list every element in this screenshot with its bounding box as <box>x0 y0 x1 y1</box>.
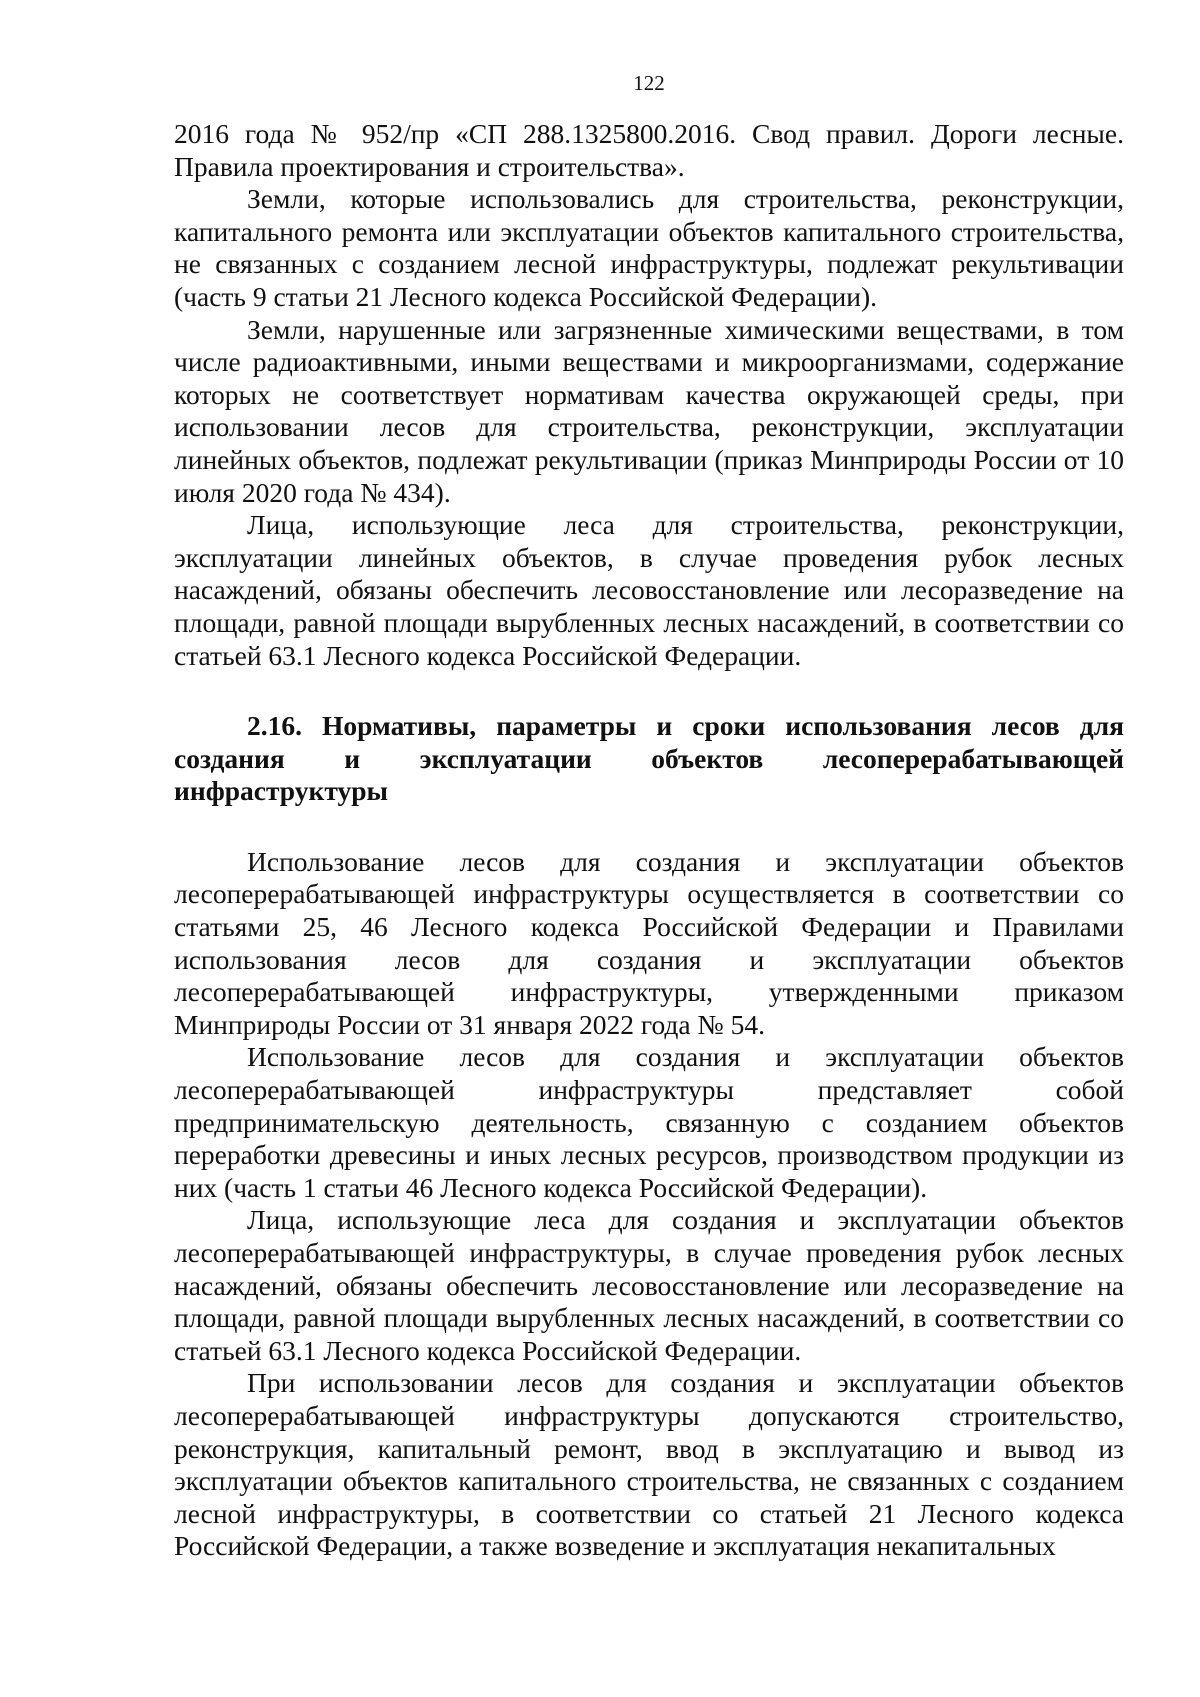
page-number: 122 <box>633 71 665 95</box>
paragraph: Использование лесов для создания и эксплуатации объектов лесоперерабатывающей инфраструктуры осуществляется в соответствии со статьями 25, 46 Лесного кодекса Российской Федерации и Правилами использования лесов для создания и эксплуатации объектов лесоперерабатывающей инфраструктуры, утвержденными приказом Минприроды России от 31 января 2022 года № 54. <box>174 845 1124 1040</box>
paragraph: Использование лесов для создания и эксплуатации объектов лесоперерабатывающей инфраструктуры представляет собой предпринимательскую деятельность, связанную с созданием объектов переработки древесины и иных лесных ресурсов, производством продукции из них (часть 1 статьи 46 Лесного кодекса Российской Федерации). <box>174 1041 1124 1203</box>
paragraph: Земли, нарушенные или загрязненные химическими веществами, в том числе радиоактивными, иными веществами и микроорганизмами, содержание которых не соответствует нормативам качества окружающей среды, при использовании лесов для строительства, реконструкции, эксплуатации линейных объектов, подлежат рекультивации (приказ Минприроды России от 10 июля 2020 года № 434). <box>174 313 1124 508</box>
paragraph: Земли, которые использовались для строительства, реконструкции, капитального ремонта или эксплуатации объектов капитального строительства, не связанных с созданием лесной инфраструктуры, подлежат рекультивации (часть 9 статьи 21 Лесного кодекса Российской Федерации). <box>174 183 1124 312</box>
section-heading: 2.16. Нормативы, параметры и сроки использования лесов для создания и эксплуатации объектов лесоперерабатывающей инфраструктуры <box>174 710 1124 807</box>
paragraph: При использовании лесов для создания и эксплуатации объектов лесоперерабатывающей инфраструктуры допускаются строительство, реконструкция, капитальный ремонт, ввод в эксплуатацию и вывод из эксплуатации объектов капитального строительства, не связанных с созданием лесной инфраструктуры, в соответствии со статьей 21 Лесного кодекса Российской Федерации, а также возведение и эксплуатация некапитальных <box>174 1367 1124 1562</box>
paragraph: Лица, использующие леса для создания и эксплуатации объектов лесоперерабатывающей инфраструктуры, в случае проведения рубок лесных насаждений, обязаны обеспечить лесовосстановление или лесоразведение на площади, равной площади вырубленных лесных насаждений, в соответствии со статьей 63.1 Лесного кодекса Российской Федерации. <box>174 1204 1124 1366</box>
document-body <box>174 118 1124 1563</box>
paragraph: Лица, использующие леса для строительства, реконструкции, эксплуатации линейных объектов, в случае проведения рубок лесных насаждений, обязаны обеспечить лесовосстановление или лесоразведение на площади, равной площади вырубленных лесных насаждений, в соответствии со статьей 63.1 Лесного кодекса Российской Федерации. <box>174 509 1124 671</box>
paragraph-continued: 2016 года № 952/пр «СП 288.1325800.2016. Свод правил. Дороги лесные. Правила проектирования и строительства». <box>174 118 1124 182</box>
